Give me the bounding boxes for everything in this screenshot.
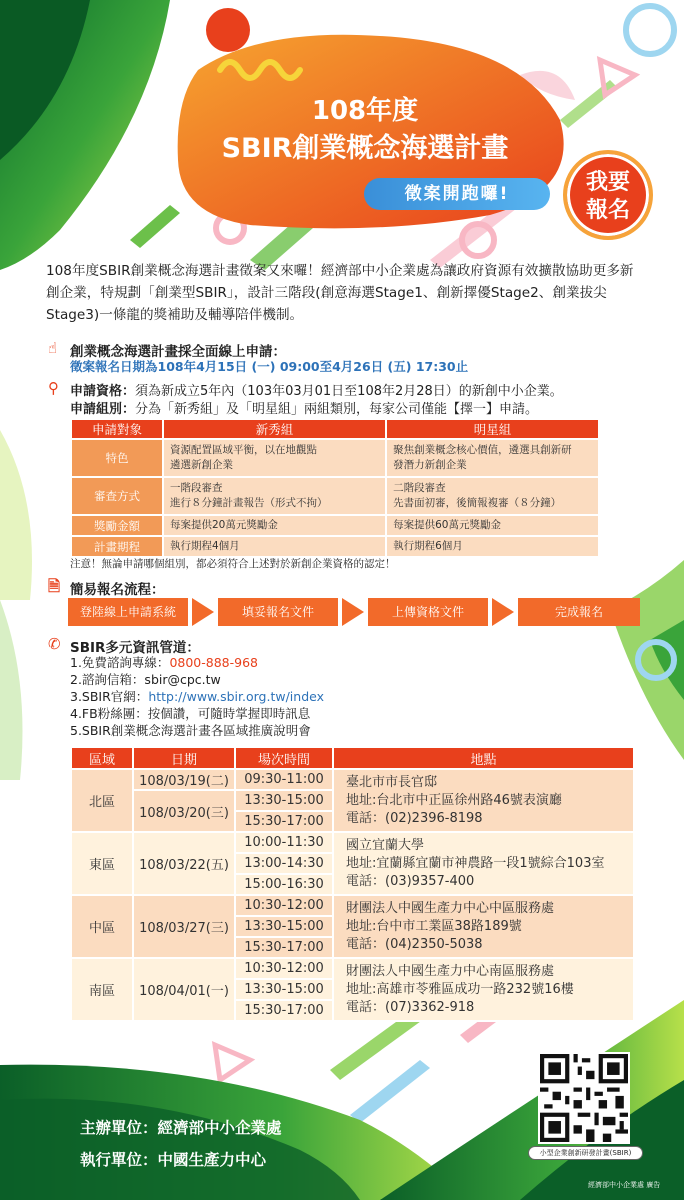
hero-title-year: 108年度 [311, 96, 419, 126]
sessions-line: 5.SBIR創業概念海選計畫各區域推廣說明會 [70, 723, 311, 738]
header-venue: 地點 [333, 747, 634, 769]
row-label: 計畫期程 [71, 536, 163, 557]
venue-phone: 電話：(07)3362-918 [346, 999, 475, 1015]
flow-step-2: 填妥報名文件 [218, 598, 338, 626]
time-cell: 15:30-17:00 [235, 1000, 333, 1021]
flow-step-3: 上傳資格文件 [368, 598, 488, 626]
group-text: 分為「新秀組」及「明星組」兩組類別，每家公司僅能【擇一】申請。 [135, 402, 539, 417]
venue-cell [333, 958, 634, 1021]
email-line[interactable]: 2.諮詢信箱：sbir@cpc.tw [70, 672, 221, 687]
table-row [71, 515, 599, 536]
flow-step-1: 登陸線上申請系統 [68, 598, 188, 626]
star-cell: 執行期程6個月 [386, 536, 599, 557]
groups-header-star: 明星組 [386, 419, 599, 439]
website-link[interactable]: http://www.sbir.org.tw/index [148, 689, 324, 704]
venue-address: 地址:台中市工業區38路189號 [346, 918, 522, 934]
venue-name: 臺北市市長官邸 [346, 774, 438, 790]
flow-heading: 簡易報名流程： [70, 582, 165, 598]
venue-cell [333, 832, 634, 895]
group-line [70, 398, 538, 417]
flow-arrow-icon [492, 598, 514, 626]
time-cell: 10:30-12:00 [235, 958, 333, 979]
hero-title [200, 92, 530, 168]
rookie-cell: 一階段審查 進行８分鐘計畫報告（形式不拘） [163, 477, 386, 515]
header-time: 場次時間 [235, 747, 333, 769]
venue-address: 地址:高雄市苓雅區成功一路232號16樓 [346, 981, 574, 997]
time-cell: 13:30-15:00 [235, 916, 333, 937]
date-cell: 108/03/22(五) [133, 832, 235, 895]
star-cell: 聚焦創業概念核心價值，遴選具創新研發潛力新創企業 [386, 439, 599, 477]
venue-cell [333, 769, 634, 832]
table-row [71, 895, 634, 916]
region-cell: 中區 [71, 895, 133, 958]
table-row [71, 536, 599, 557]
time-cell: 15:30-17:00 [235, 937, 333, 958]
flow-steps [68, 598, 640, 626]
online-heading: 創業概念海選計畫採全面線上申請： [70, 344, 286, 360]
register-badge-line1: 我要 [585, 169, 630, 195]
channels-list [70, 654, 324, 739]
region-cell: 北區 [71, 769, 133, 832]
table-row [71, 832, 634, 853]
time-cell: 09:30-11:00 [235, 769, 333, 790]
time-cell: 15:00-16:30 [235, 874, 333, 895]
sessions-table [70, 746, 635, 1022]
host-organizer: 主辦單位：經濟部中小企業處 [80, 1119, 282, 1137]
rookie-cell: 執行期程4個月 [163, 536, 386, 557]
star-cell: 每案提供60萬元獎勵金 [386, 515, 599, 536]
eligibility-line [70, 380, 563, 399]
fb-line: 4.FB粉絲團：按個讚，可隨時掌握即時訊息 [70, 706, 311, 721]
hero-title-main: SBIR創業概念海選計畫 [221, 133, 509, 164]
application-period: 徵案報名日期為108年4月15日 (一) 09:00至4月26日 (五) 17:30止 [70, 359, 469, 374]
venue-name: 財團法人中國生產力中心南區服務處 [346, 963, 555, 979]
time-cell: 15:30-17:00 [235, 811, 333, 832]
table-row [71, 769, 634, 790]
rookie-cell: 資源配置區域平衡，以在地觀點遴選新創企業 [163, 439, 386, 477]
row-label: 審查方式 [71, 477, 163, 515]
time-cell: 13:30-15:00 [235, 979, 333, 1000]
phone-icon: ✆ [48, 635, 61, 653]
venue-address: 地址:台北市中正區徐州路46號表演廳 [346, 792, 562, 808]
venue-phone: 電話：(02)2396-8198 [346, 810, 483, 826]
flow-arrow-icon [342, 598, 364, 626]
intro-paragraph: 108年度SBIR創業概念海選計畫徵案又來囉！經濟部中小企業處為讓政府資源有效擴散協助更多新創企業，特規劃「創業型SBIR」，設計三階段(創意海選Stage1、創新擇優Stage2、創業拔尖Stage3)一條龍的獎補助及輔導陪伴機制。 [46, 263, 634, 323]
qr-code-icon [540, 1054, 628, 1142]
groups-header-target: 申請對象 [71, 419, 163, 439]
row-label: 特色 [71, 439, 163, 477]
date-cell: 108/04/01(一) [133, 958, 235, 1021]
executor-organizer: 執行單位：中國生產力中心 [80, 1151, 267, 1169]
register-badge[interactable] [563, 150, 653, 240]
eligibility-label: 申請資格： [70, 384, 136, 399]
groups-table-header [71, 419, 599, 439]
call-pill: 徵案開跑囉! [364, 178, 550, 210]
time-cell: 13:30-15:00 [235, 790, 333, 811]
magnifier-icon: ⚲ [48, 379, 59, 397]
time-cell: 13:00-14:30 [235, 853, 333, 874]
eligibility-text: 須為新成立5年內（103年03月01日至108年2月28日）的新創中小企業。 [135, 384, 563, 399]
header-region: 區域 [71, 747, 133, 769]
table-row [71, 477, 599, 515]
groups-table [70, 418, 600, 558]
qr-caption: 小型企業創新研發計畫(SBIR) [528, 1146, 643, 1160]
venue-phone: 電話：(04)2350-5038 [346, 936, 483, 952]
hotline-label: 1.免費諮詢專線： [70, 655, 170, 670]
time-cell: 10:30-12:00 [235, 895, 333, 916]
qr-code[interactable] [538, 1052, 630, 1144]
time-cell: 10:00-11:30 [235, 832, 333, 853]
venue-name: 財團法人中國生產力中心中區服務處 [346, 900, 555, 916]
region-cell: 南區 [71, 958, 133, 1021]
register-badge-line2: 報名 [585, 197, 630, 223]
flow-step-4: 完成報名 [518, 598, 640, 626]
venue-name: 國立宜蘭大學 [346, 837, 425, 853]
website-label: 3.SBIR官網： [70, 689, 149, 704]
table-row [71, 958, 634, 979]
footer-credit: 經濟部中小企業處 廣告 [588, 1181, 661, 1189]
group-label: 申請組別： [70, 402, 136, 417]
hotline-number[interactable]: 0800-888-968 [169, 655, 258, 670]
website-line [70, 688, 324, 705]
hand-pointer-icon: ☝ [48, 339, 58, 357]
eligibility-note: 注意！無論申請哪個組別，都必須符合上述對於新創企業資格的認定！ [70, 558, 396, 570]
date-cell: 108/03/19(二) [133, 769, 235, 790]
groups-header-rookie: 新秀組 [163, 419, 386, 439]
document-icon: 🗎 [48, 577, 61, 595]
row-label: 獎勵金額 [71, 515, 163, 536]
table-row [71, 439, 599, 477]
flow-arrow-icon [192, 598, 214, 626]
star-cell: 二階段審查 先書面初審，後簡報複審（８分鐘） [386, 477, 599, 515]
date-cell: 108/03/20(三) [133, 790, 235, 832]
sessions-table-header [71, 747, 634, 769]
venue-phone: 電話：(03)9357-400 [346, 873, 475, 889]
venue-cell [333, 895, 634, 958]
region-cell: 東區 [71, 832, 133, 895]
channels-heading: SBIR多元資訊管道： [70, 640, 200, 656]
venue-address: 地址:宜蘭縣宜蘭市神農路一段1號綜合103室 [346, 855, 605, 871]
hotline-line [70, 654, 324, 671]
header-date: 日期 [133, 747, 235, 769]
date-cell: 108/03/27(三) [133, 895, 235, 958]
rookie-cell: 每案提供20萬元獎勵金 [163, 515, 386, 536]
